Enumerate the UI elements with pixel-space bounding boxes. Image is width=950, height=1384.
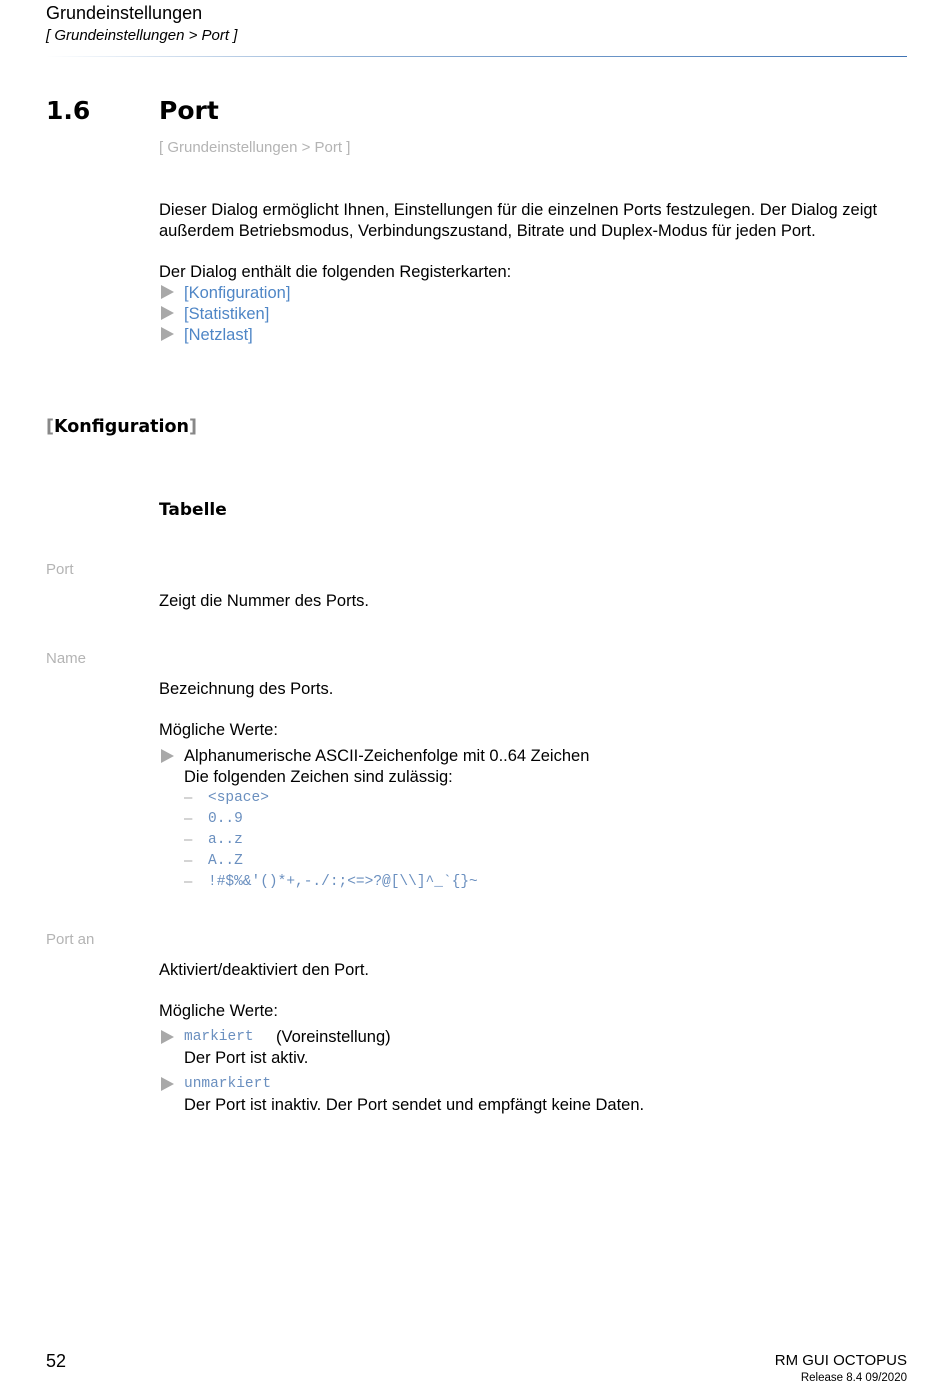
allowed-chars-item: a..z bbox=[208, 832, 243, 848]
dash-icon: – bbox=[184, 873, 193, 890]
field-port-description: Zeigt die Nummer des Ports. bbox=[159, 592, 369, 610]
bullet-arrow-icon bbox=[161, 749, 174, 763]
page-number: 52 bbox=[46, 1351, 67, 1371]
allowed-chars-item: !#$%&'()*+,-./:;<=>?@[\\]^_`{}~ bbox=[208, 874, 478, 890]
allowed-chars-item: 0..9 bbox=[208, 811, 243, 827]
konfiguration-heading: [Konfiguration] bbox=[46, 417, 197, 437]
field-name-name: Name bbox=[46, 650, 87, 667]
dash-icon: – bbox=[184, 810, 193, 827]
dash-icon: – bbox=[184, 831, 193, 848]
tabs-intro: Der Dialog enthält die folgenden Registerkarten: bbox=[159, 263, 512, 281]
section-breadcrumb: [ Grundeinstellungen > Port ] bbox=[159, 139, 351, 156]
tab-link-netzlast[interactable]: [Netzlast] bbox=[184, 326, 253, 344]
header-rule bbox=[46, 56, 907, 57]
allowed-chars-item: A..Z bbox=[208, 853, 243, 869]
section-title: Port bbox=[159, 96, 219, 125]
name-bullet-line-1: Alphanumerische ASCII-Zeichenfolge mit 0..64 Zeichen bbox=[184, 747, 590, 765]
tab-link-konfiguration[interactable]: [Konfiguration] bbox=[184, 284, 291, 302]
section-number: 1.6 bbox=[46, 96, 91, 125]
value-markiert: markiert bbox=[184, 1029, 254, 1045]
field-port-an-values-label: Mögliche Werte: bbox=[159, 1002, 278, 1020]
field-name-port-an: Port an bbox=[46, 931, 95, 948]
tab-link-statistiken[interactable]: [Statistiken] bbox=[184, 305, 270, 323]
header-title: Grundeinstellungen bbox=[46, 3, 203, 23]
bullet-arrow-icon bbox=[161, 1077, 174, 1091]
intro-line-1: Dieser Dialog ermöglicht Ihnen, Einstellungen für die einzelnen Ports festzulegen. Der Dialog zeigt bbox=[159, 201, 878, 219]
table-heading: Tabelle bbox=[159, 500, 227, 520]
intro-line-2: außerdem Betriebsmodus, Verbindungszustand, Bitrate und Duplex-Modus für jeden Port. bbox=[159, 222, 816, 240]
value-unmarkiert-description: Der Port ist inaktiv. Der Port sendet und empfängt keine Daten. bbox=[184, 1096, 645, 1114]
footer-product: RM GUI OCTOPUS bbox=[774, 1352, 907, 1369]
bullet-arrow-icon bbox=[161, 306, 174, 320]
value-unmarkiert: unmarkiert bbox=[184, 1076, 272, 1092]
bullet-arrow-icon bbox=[161, 327, 174, 341]
field-name-description: Bezeichnung des Ports. bbox=[159, 680, 334, 698]
bullet-arrow-icon bbox=[161, 285, 174, 299]
header-breadcrumb: [ Grundeinstellungen > Port ] bbox=[46, 27, 238, 44]
dash-icon: – bbox=[184, 789, 193, 806]
footer-release: Release 8.4 09/2020 bbox=[800, 1372, 907, 1384]
bullet-arrow-icon bbox=[161, 1030, 174, 1044]
allowed-chars-item: <space> bbox=[208, 790, 269, 806]
dash-icon: – bbox=[184, 852, 193, 869]
field-port-an-description: Aktiviert/deaktiviert den Port. bbox=[159, 961, 370, 979]
name-bullet-line-2: Die folgenden Zeichen sind zulässig: bbox=[184, 768, 453, 786]
field-name-port: Port bbox=[46, 561, 74, 578]
value-markiert-description: Der Port ist aktiv. bbox=[184, 1049, 309, 1067]
field-name-values-label: Mögliche Werte: bbox=[159, 721, 278, 739]
value-markiert-note: (Voreinstellung) bbox=[276, 1028, 391, 1046]
